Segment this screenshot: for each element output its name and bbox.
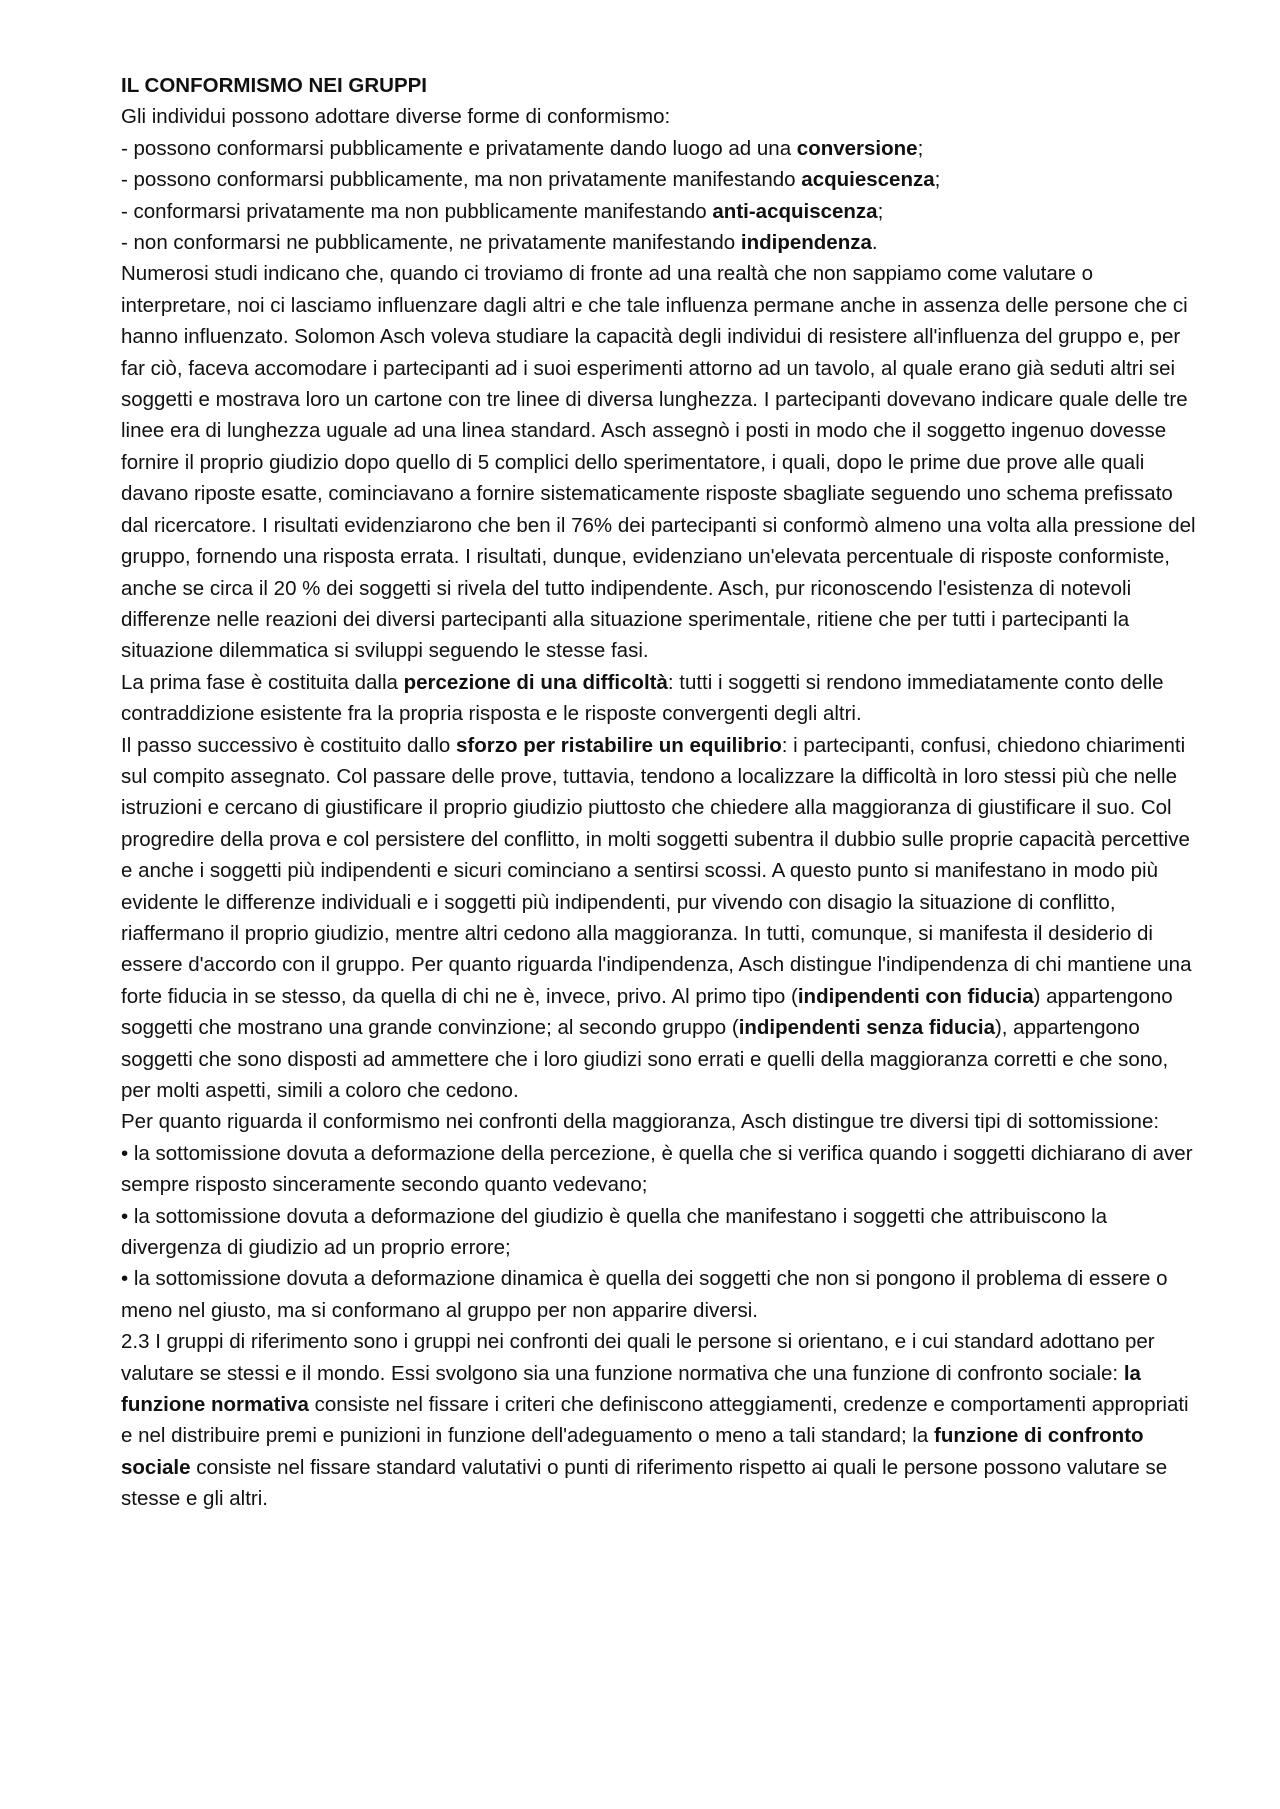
submission-type-perception: • la sottomissione dovuta a deformazione della percezione, è quella che si verifica quando i soggetti dichiarano di aver sempre risposto sinceramente secondo quanto vedevano; [121, 1141, 1193, 1197]
intro-line: Gli individui possono adottare diverse forme di conformismo: [121, 105, 671, 129]
submission-intro: Per quanto riguarda il conformismo nei confronti della maggioranza, Asch distingue tre diversi tipi di sottomissione: [121, 1110, 1160, 1134]
conformism-form-independence: - non conformarsi ne pubblicamente, ne privatamente manifestando indipendenza. [121, 231, 878, 255]
submission-type-dynamic: • la sottomissione dovuta a deformazione dinamica è quella dei soggetti che non si pongono il problema di essere o meno nel giusto, ma si conformano al gruppo per non apparire diversi. [121, 1267, 1168, 1322]
phase-two-paragraph: Il passo successivo è costituito dallo sforzo per ristabilire un equilibrio: i partecipanti, confusi, chiedono chiarimenti sul compito assegnato. Col passare delle prove, tuttavia, tendono a localizzare la difficoltà in loro stessi più che nelle istruzioni e cercano di giustificare il proprio giudizio piuttosto che chiedere alla maggioranza di giustificare il suo. Col progredire della prova e col persistere del conflitto, in molti soggetti subentra il dubbio sulle proprie capacità percettive e anche i soggetti più indipendenti e sicuri cominciano a sentirsi scossi. A questo punto si manifestano in modo più evidente le differenze individuali e i soggetti più indipendenti, pur vivendo con disagio la situazione di conflitto, riaffermano il proprio giudizio, mentre altri cedono alla maggioranza. In tutti, comunque, si manifesta il desiderio di essere d'accordo con il gruppo. Per quanto riguarda l'indipendenza, Asch distingue l'indipendenza di chi mantiene una forte fiducia in se stesso, da quella di chi ne è, invece, privo. Al primo tipo (indipendenti con fiducia) appartengono soggetti che mostrano una grande convinzione; al secondo gruppo (indipendenti senza fiducia), appartengono soggetti che sono disposti ad ammettere che i loro giudizi sono errati e quelli della maggioranza corretti e che sono, per molti aspetti, simili a coloro che cedono. [121, 733, 1192, 1102]
conformism-form-conversion: - possono conformarsi pubblicamente e privatamente dando luogo ad una conversione; [121, 136, 924, 160]
document-title: IL CONFORMISMO NEI GRUPPI [121, 74, 427, 97]
reference-groups-paragraph: 2.3 I gruppi di riferimento sono i gruppi nei confronti dei quali le persone si orientano, e i cui standard adottano per valutare se stessi e il mondo. Essi svolgono sia una funzione normativa che una funzione di confronto sociale: la funzione normativa consiste nel fissare i criteri che definiscono atteggiamenti, credenze e comportamenti appropriati e nel distribuire premi e punizioni in funzione dell'adeguamento o meno a tali standard; la funzione di confronto sociale consiste nel fissare standard valutativi o punti di riferimento rispetto ai quali le persone possono valutare se stesse e gli altri. [121, 1330, 1189, 1511]
conformism-form-acquiescence: - possono conformarsi pubblicamente, ma non privatamente manifestando acquiescenza; [121, 168, 941, 192]
phase-one-paragraph: La prima fase è costituita dalla percezione di una difficoltà: tutti i soggetti si rendono immediatamente conto delle contraddizione esistente fra la propria risposta e le risposte convergenti degli altri. [121, 670, 1164, 726]
conformism-form-anti-acquiescence: - conformarsi privatamente ma non pubblicamente manifestando anti-acquiscenza; [121, 199, 884, 223]
submission-type-judgment: • la sottomissione dovuta a deformazione del giudizio è quella che manifestano i soggetti che attribuiscono la divergenza di giudizio ad un proprio errore; [121, 1204, 1108, 1260]
asch-experiment-paragraph: Numerosi studi indicano che, quando ci troviamo di fronte ad una realtà che non sappiamo come valutare o interpretare, noi ci lasciamo influenzare dagli altri e che tale influenza permane anche in assenza delle persone che ci hanno influenzato. Solomon Asch voleva studiare la capacità degli individui di resistere all'influenza del gruppo e, per far ciò, faceva accomodare i partecipanti ad i suoi esperimenti attorno ad un tavolo, al quale erano già seduti altri sei soggetti e mostrava loro un cartone con tre linee di diversa lunghezza. I partecipanti dovevano indicare quale delle tre linee era di lunghezza uguale ad una linea standard. Asch assegnò i posti in modo che il soggetto ingenuo dovesse fornire il proprio giudizio dopo quello di 5 complici dello sperimentatore, i quali, dopo le prime due prove alle quali davano riposte esatte, cominciavano a fornire sistematicamente risposte sbagliate seguendo uno schema prefissato dal ricercatore. I risultati evidenziarono che ben il 76% dei partecipanti si conformò almeno una volta alla pressione del gruppo, fornendo una risposta errata. I risultati, dunque, evidenziano un'elevata percentuale di risposte conformiste, anche se circa il 20 % dei soggetti si rivela del tutto indipendente. Asch, pur riconoscendo l'esistenza di notevoli differenze nelle reazioni dei diversi partecipanti alla situazione sperimentale, ritiene che per tutti i partecipanti la situazione dilemmatica si sviluppi seguendo le stesse fasi. [121, 262, 1196, 663]
